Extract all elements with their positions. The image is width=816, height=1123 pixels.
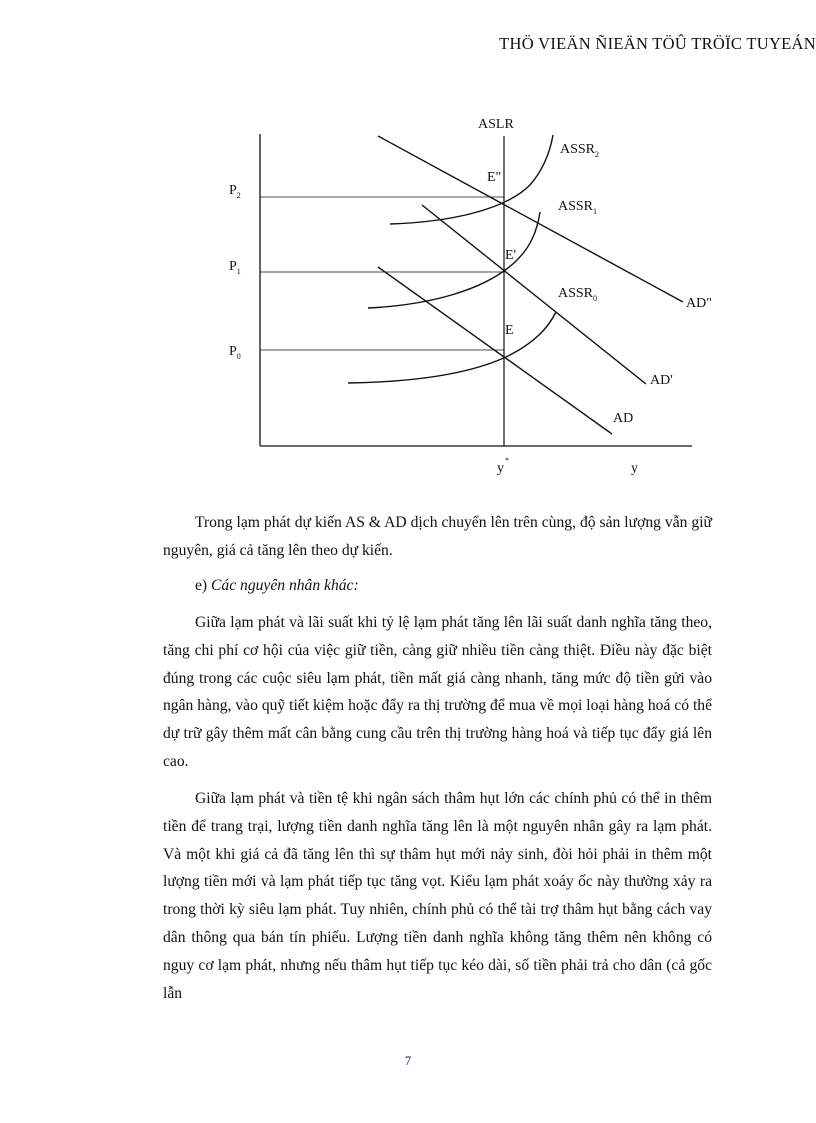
paragraph-expected-inflation: Trong lạm phát dự kiến AS & AD dịch chuyển lên trên cùng, độ sản lượng vẫn giữ nguyên, giá cả tăng lên theo dự kiến. xyxy=(163,514,712,559)
ad-label: AD xyxy=(613,411,634,426)
assr2-label: $ASSR_2$ xyxy=(560,142,600,159)
assr1-label: $ASSR_1$ xyxy=(558,199,598,216)
section-marker: e) xyxy=(195,577,212,594)
section-title: Các nguyên nhân khác: xyxy=(211,577,359,594)
ad-double-prime-line xyxy=(378,136,683,302)
aslr-label: ASLR xyxy=(478,117,514,132)
e2-label: E" xyxy=(487,170,502,185)
page-number: 7 xyxy=(404,1053,412,1068)
e0-label: E xyxy=(505,323,514,338)
paragraph-interest-rate: Giữa lạm phát và lãi suất khi tỷ lệ lạm phát tăng lên lãi suất danh nghĩa tăng theo, tăng chi phí cơ hội của việc giữ tiền, càng giữ nhiều tiền càng thiệt. Điều này đặc biệt đúng trong các cuộc siêu lạm phát, tiền mất giá càng nhanh, tăng mức độ tiền gửi vào ngân hàng, vào quỹ tiết kiệm hoặc đẩy ra thị trường để mua về mọi loại hàng hoá có thể dự trữ gây thêm mất cân bằng cung cầu trên thị trường hàng hoá và tiếp tục đẩy giá lên cao. xyxy=(163,614,712,770)
ad-double-prime-label: AD" xyxy=(686,296,712,311)
as-ad-diagram xyxy=(0,0,816,500)
section-heading-e xyxy=(195,572,712,600)
p0-label: $P_0$ xyxy=(229,344,241,361)
ystar-label: y* xyxy=(497,456,509,476)
e1-label: E' xyxy=(505,248,517,263)
header-title: THÖ VIEÄN ÑIEÄN TÖÛ TRÖÏC TUYEÁN xyxy=(499,34,816,53)
p2-label: $P_2$ xyxy=(229,183,241,200)
assr2-curve xyxy=(390,135,553,224)
ad-prime-label: AD' xyxy=(650,373,673,388)
y-label: y xyxy=(631,461,638,476)
ad-prime-line xyxy=(422,205,646,384)
paragraph-money-supply: Giữa lạm phát và tiền tệ khi ngân sách thâm hụt lớn các chính phủ có thể in thêm tiền để trang trại, lượng tiền danh nghĩa tăng lên là một nguyên nhân gây ra lạm phát. Và một khi giá cả đã tăng lên thì sự thâm hụt mới nảy sinh, đòi hỏi phải in thêm một lượng tiền mới và lạm phát tiếp tục tăng vọt. Kiểu lạm phát xoáy ốc này thường xảy ra trong thời kỳ siêu lạm phát. Tuy nhiên, chính phủ có thể tài trợ thâm hụt bằng cách vay dân thông qua bán tín phiếu. Lượng tiền danh nghĩa không tăng thêm nên không có nguy cơ lạm phát, nhưng nếu thâm hụt tiếp tục kéo dài, số tiền phải trả cho dân (cả gốc lẫn xyxy=(163,790,712,1002)
assr0-label: $ASSR_0$ xyxy=(558,286,598,303)
p1-label: $P_1$ xyxy=(229,259,241,276)
